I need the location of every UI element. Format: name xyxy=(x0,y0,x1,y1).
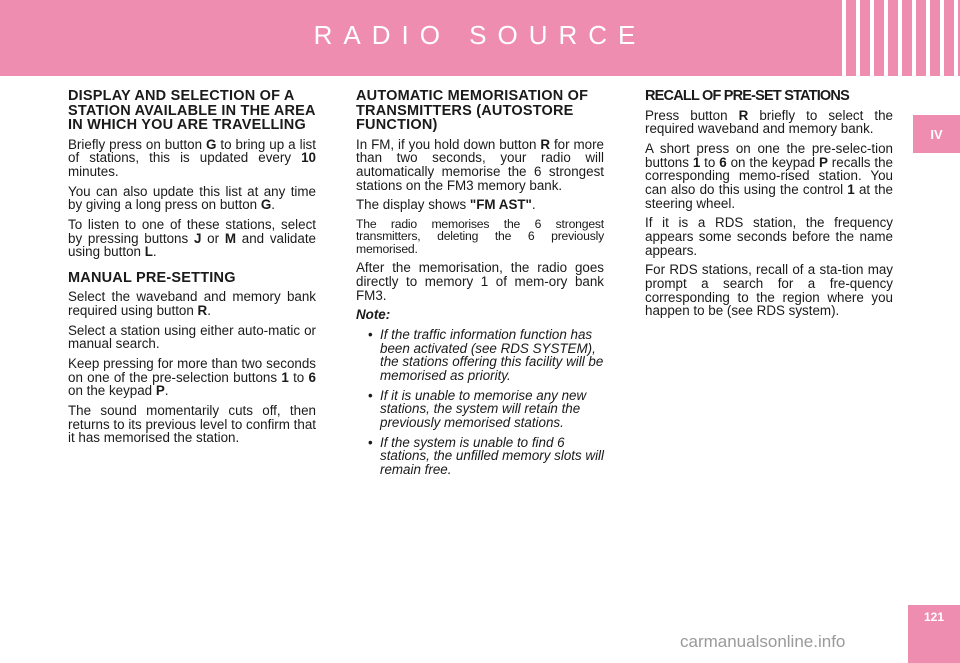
note-item: • If it is unable to memorise any new stations, the system will retain the previously memorised stations. xyxy=(368,389,604,430)
paragraph: If it is a RDS station, the frequency appears some seconds before the name appears. xyxy=(645,215,893,258)
section-heading-automatic-memorisation: AUTOMATIC MEMORISATION OF TRANSMITTERS (AUTOSTORE FUNCTION) xyxy=(356,88,589,133)
paragraph: Keep pressing for more than two seconds on one of the pre-selection buttons 1 to 6 on the keypad P. xyxy=(68,356,316,399)
note-list xyxy=(356,328,604,477)
page-number: 121 xyxy=(908,605,960,663)
paragraph: For RDS stations, recall of a sta-tion may prompt a search for a fre-quency corresponding to the region where you happen to be (see RDS system). xyxy=(645,262,893,319)
paragraph: The sound momentarily cuts off, then returns to its previous level to confirm that it has memorised the station. xyxy=(68,403,316,446)
paragraph: Briefly press on button G to bring up a list of stations, this is updated every 10 minutes. xyxy=(68,136,316,179)
paragraph: Press button R briefly to select the required waveband and memory bank. xyxy=(645,107,893,137)
column-1 xyxy=(68,89,316,451)
column-2 xyxy=(356,89,604,483)
paragraph: The radio memorises the 6 strongest transmitters, deleting the 6 previously memorised. xyxy=(356,216,604,256)
column-3 xyxy=(645,89,893,324)
header-bar xyxy=(0,0,960,76)
paragraph: Select the waveband and memory bank required using button R. xyxy=(68,289,316,319)
paragraph: You can also update this list at any time by giving a long press on button G. xyxy=(68,183,316,213)
paragraph: In FM, if you hold down button R for more than two seconds, your radio will automatically memorise the 6 strongest stations on the FM3 memory bank. xyxy=(356,136,605,193)
section-heading-display-selection: DISPLAY AND SELECTION OF A STATION AVAILABLE IN THE AREA IN WHICH YOU ARE TRAVELLING xyxy=(68,88,316,133)
header-stripes xyxy=(840,0,960,76)
section-heading-recall-presets: RECALL OF PRE-SET STATIONS xyxy=(645,88,849,104)
section-heading-manual-presetting: MANUAL PRE-SETTING xyxy=(68,269,236,286)
note-item: • If the traffic information function has been activated (see RDS SYSTEM), the stations offering this facility will be memorised as priority. xyxy=(368,328,604,383)
watermark-text: carmanualsonline.info xyxy=(680,632,846,651)
paragraph: The display shows "FM AST". xyxy=(356,197,536,213)
paragraph: After the memorisation, the radio goes directly to memory 1 of mem-ory bank FM3. xyxy=(356,260,604,303)
paragraph: To listen to one of these stations, select by pressing buttons J or M and validate using button L. xyxy=(68,216,316,260)
paragraph: Select a station using either auto-matic or manual search. xyxy=(68,322,316,352)
paragraph: A short press on one the pre-selec-tion buttons 1 to 6 on the keypad P recalls the corresponding memo-rised station. You can also do this using the control 1 at the steering wheel. xyxy=(645,140,894,211)
note-label: Note: xyxy=(356,307,391,323)
page-title: RADIO SOURCE xyxy=(313,20,647,50)
note-item: • If the system is unable to find 6 stations, the unfilled memory slots will remain free. xyxy=(368,436,604,477)
chapter-tab[interactable]: IV xyxy=(913,115,960,153)
